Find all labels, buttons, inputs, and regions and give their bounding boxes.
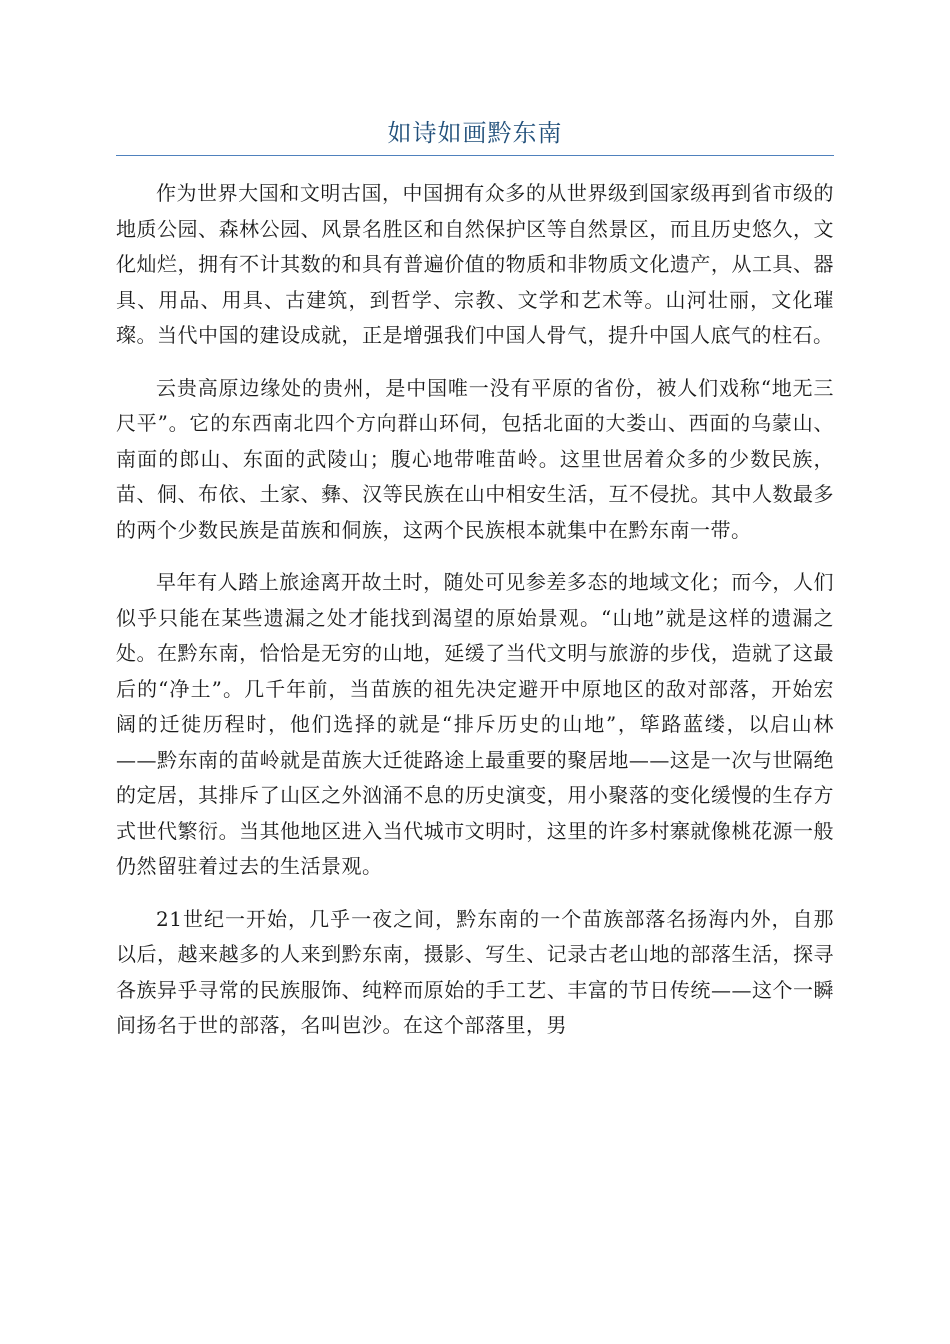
document-title: 如诗如画黔东南 — [387, 119, 563, 147]
document-body — [116, 176, 834, 1061]
paragraph-3: 早年有人踏上旅途离开故土时，随处可见参差多态的地域文化；而今，人们似乎只能在某些遗漏之处才能找到渴望的原始景观。“山地”就是这样的遗漏之处。在黔东南，恰恰是无穷的山地，延缓了当代文明与旅游的步伐，造就了这最后的“净土”。几千年前，当苗族的祖先决定避开中原地区的敌对部落，开始宏阔的迁徙历程时，他们选择的就是“排斥历史的山地”，筚路蓝缕，以启山林——黔东南的苗岭就是苗族大迁徙路途上最重要的聚居地——这是一次与世隔绝的定居，其排斥了山区之外汹涌不息的历史演变，用小聚落的变化缓慢的生存方式世代繁衍。当其他地区进入当代城市文明时，这里的许多村寨就像桃花源一般仍然留驻着过去的生活景观。 — [116, 570, 834, 878]
paragraph-4: 21世纪一开始，几乎一夜之间，黔东南的一个苗族部落名扬海内外，自那以后，越来越多的人来到黔东南，摄影、写生、记录古老山地的部落生活，探寻各族异乎寻常的民族服饰、纯粹而原始的手工艺、丰富的节日传统——这个一瞬间扬名于世的部落，名叫岜沙。在这个部落里，男 — [116, 906, 834, 1037]
paragraph-2: 云贵高原边缘处的贵州，是中国唯一没有平原的省份，被人们戏称“地无三尺平”。它的东西南北四个方向群山环伺，包括北面的大娄山、西面的乌蒙山、南面的郎山、东面的武陵山；腹心地带唯苗岭。这里世居着众多的少数民族，苗、侗、布依、土家、彝、汉等民族在山中相安生活，互不侵扰。其中人数最多的两个少数民族是苗族和侗族，这两个民族根本就集中在黔东南一带。 — [116, 375, 834, 542]
paragraph-1: 作为世界大国和文明古国，中国拥有众多的从世界级到国家级再到省市级的地质公园、森林公园、风景名胜区和自然保护区等自然景区，而且历史悠久，文化灿烂，拥有不计其数的和具有普遍价值的物质和非物质文化遗产，从工具、器具、用品、用具、古建筑，到哲学、宗教、文学和艺术等。山河壮丽，文化璀璨。当代中国的建设成就，正是增强我们中国人骨气，提升中国人底气的柱石。 — [116, 181, 834, 347]
title-block — [116, 113, 834, 156]
